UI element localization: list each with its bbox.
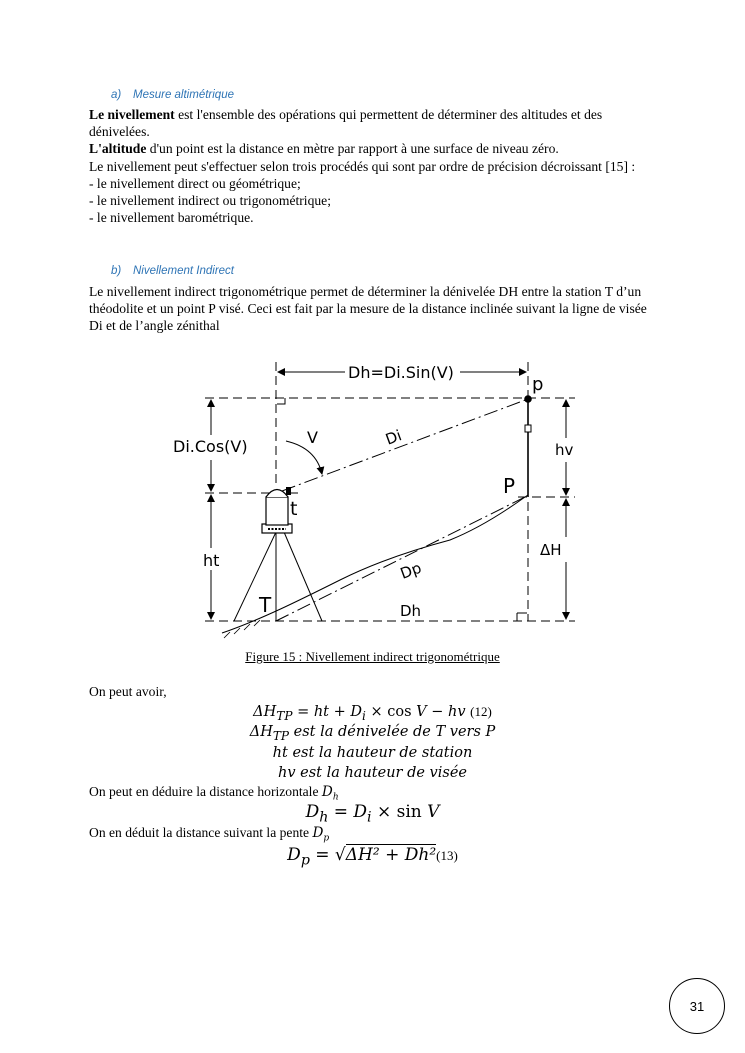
figure-caption: Figure 15 : Nivellement indirect trigonométrique [245,649,500,664]
section-a-marker: a) [111,89,122,101]
label-ht: ht [203,551,220,570]
dh-symbol-sub: h [332,792,339,803]
section-b-title: Nivellement Indirect [133,265,234,277]
definition-ht: ht est la hauteur de station [272,745,473,761]
eqdh-sub2: i [367,809,372,826]
eq12-di-sub: i [362,708,366,723]
eq13-sub: p [300,852,310,869]
section-b-marker: b) [111,265,122,277]
term-altitude: L'altitude [89,141,147,157]
procedure-item: - le nivellement barométrique. [89,210,254,226]
deduce-p-text: On en déduit la distance suivant la pente [89,825,313,840]
eqdh-b: = D [328,802,368,822]
label-di-cos-v: Di.Cos(V) [173,437,248,456]
eqdh-d: V [427,802,440,822]
dp-symbol-sub: p [323,833,330,844]
eq12-number: (12) [470,704,492,719]
procedure-item: - le nivellement direct ou géométrique; [89,175,301,191]
procedures-intro: Le nivellement peut s'effectuer selon trois procédés qui sont par ordre de précision décroissant [15] : [89,158,636,174]
diagram-labels [173,363,574,620]
eq12-rhs-a: = ht + [292,704,351,720]
eq13-radicand: ΔH² + Dh² [345,845,437,865]
line-of-sight-di [282,399,528,491]
intro-text: On peut avoir, [89,684,167,699]
eq12-rhs-c: V − hv [416,704,466,720]
eq13-a: D [287,845,301,865]
label-p-small: p [532,374,544,395]
term-nivellement: Le nivellement [89,107,175,122]
eq13-b: = √ [309,845,346,865]
terrain-hatching [224,620,260,638]
theodolite-icon [262,487,292,533]
section-a-title: Mesure altimétrique [133,89,234,101]
deduce-h-text: On peut en déduire la distance horizontale [89,784,322,799]
definition-hv: hv est la hauteur de visée [277,765,467,781]
eq12-di: D [350,704,363,720]
eq13-number: (13) [436,848,458,863]
equation-13 [0,845,745,870]
eqdh-sub: h [319,809,329,826]
eq12-sub: TP [276,708,293,723]
label-dh-bottom: Dh [400,602,422,620]
dh-symbol: D [321,784,333,800]
label-di: Di [383,426,405,449]
right-angle-mark [277,398,285,404]
label-dh-top: Dh=Di.Sin(V) [348,363,454,382]
def1-a: ΔH [249,724,273,740]
procedure-item: - le nivellement indirect ou trigonométrique; [89,193,331,209]
def1-sub: TP [272,728,290,743]
eq12-rhs-b: × cos [365,704,417,720]
label-hv: hv [555,441,574,459]
nivellement-def-text: est l'ensemble des opérations qui permettent de déterminer des altitudes et des dénivelées. [89,107,603,140]
label-dp: Dp [397,558,424,583]
label-delta-h: ΔH [540,541,562,559]
altitude-def-text: d'un point est la distance en mètre par rapport à une surface de niveau zéro. [146,141,559,157]
eqdh-c: × sin [371,802,422,822]
label-t-big: T [259,593,272,617]
label-t-small: t [290,498,298,520]
eqdh-a: D [305,802,320,822]
indirect-levelling-description: Le nivellement indirect trigonométrique permet de déterminer la dénivelée DH entre la station T d’un théodolite et un point P visé. Ceci est fait par la mesure de la distance inclinée suivant la ligne de visée Di et de l’angle zénithal [89,284,647,334]
dp-symbol: D [312,825,324,841]
label-v: V [307,428,318,447]
page-number: 31 [669,978,725,1034]
label-p-big: P [503,474,516,498]
def1-b: est la dénivelée de T vers P [289,724,496,740]
eq12-delta-h: ΔH [253,704,277,720]
